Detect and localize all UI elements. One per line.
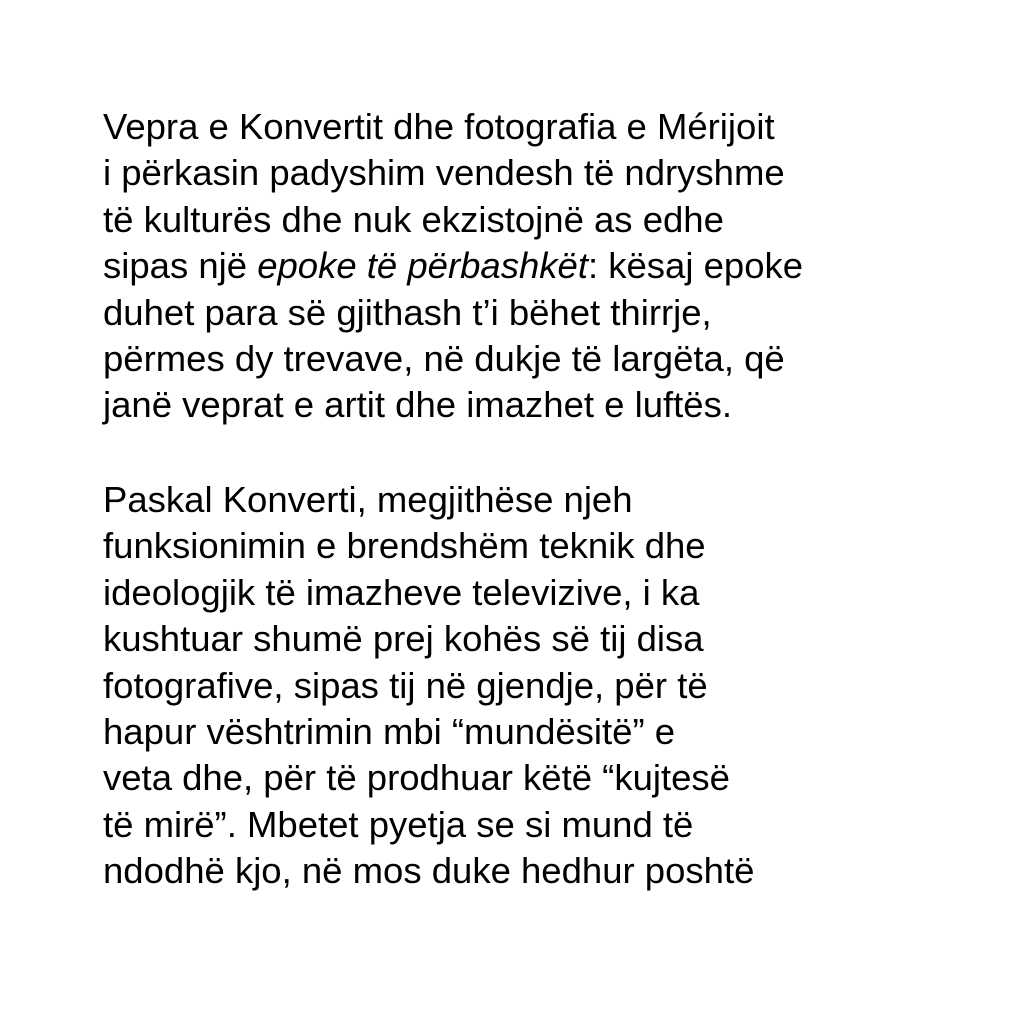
text-line: veta dhe, për të prodhuar këtë “kujtesë	[103, 757, 730, 799]
paragraph-2	[103, 477, 754, 895]
text-line: Vepra e Konvertit dhe fotografia e Mérijoit	[103, 106, 775, 147]
text-line: Paskal Konverti, megjithëse njeh	[103, 479, 633, 520]
paragraph-1	[103, 104, 803, 429]
text-line: hapur vështrimin mbi “mundësitë” e	[103, 711, 676, 753]
text-line: të kulturës dhe nuk ekzistojnë as edhe	[103, 198, 724, 240]
text-line: duhet para së gjithash t’i bëhet thirrje,	[103, 291, 712, 333]
text-line-with-italic	[103, 243, 803, 289]
text-line: kushtuar shumë prej kohës së tij disa	[103, 618, 704, 660]
text-line: funksionimin e brendshëm teknik dhe	[103, 525, 706, 567]
text-line: ideologjik të imazheve televizive, i ka	[103, 571, 700, 613]
text-line: i përkasin padyshim vendesh të ndryshme	[103, 152, 785, 194]
text-line: fotografive, sipas tij në gjendje, për të	[103, 664, 708, 706]
text-line: përmes dy trevave, në dukje të largëta, që	[103, 338, 785, 380]
text-line: janë veprat e artit dhe imazhet e luftës.	[103, 384, 732, 426]
text-segment: : kësaj epoke	[587, 245, 804, 287]
text-line: ndodhë kjo, në mos duke hedhur poshtë	[103, 850, 755, 892]
text-segment: sipas një	[103, 245, 258, 287]
text-line: të mirë”. Mbetet pyetja se si mund të	[103, 803, 694, 845]
italic-phrase: epoke të përbashkët	[257, 245, 588, 287]
